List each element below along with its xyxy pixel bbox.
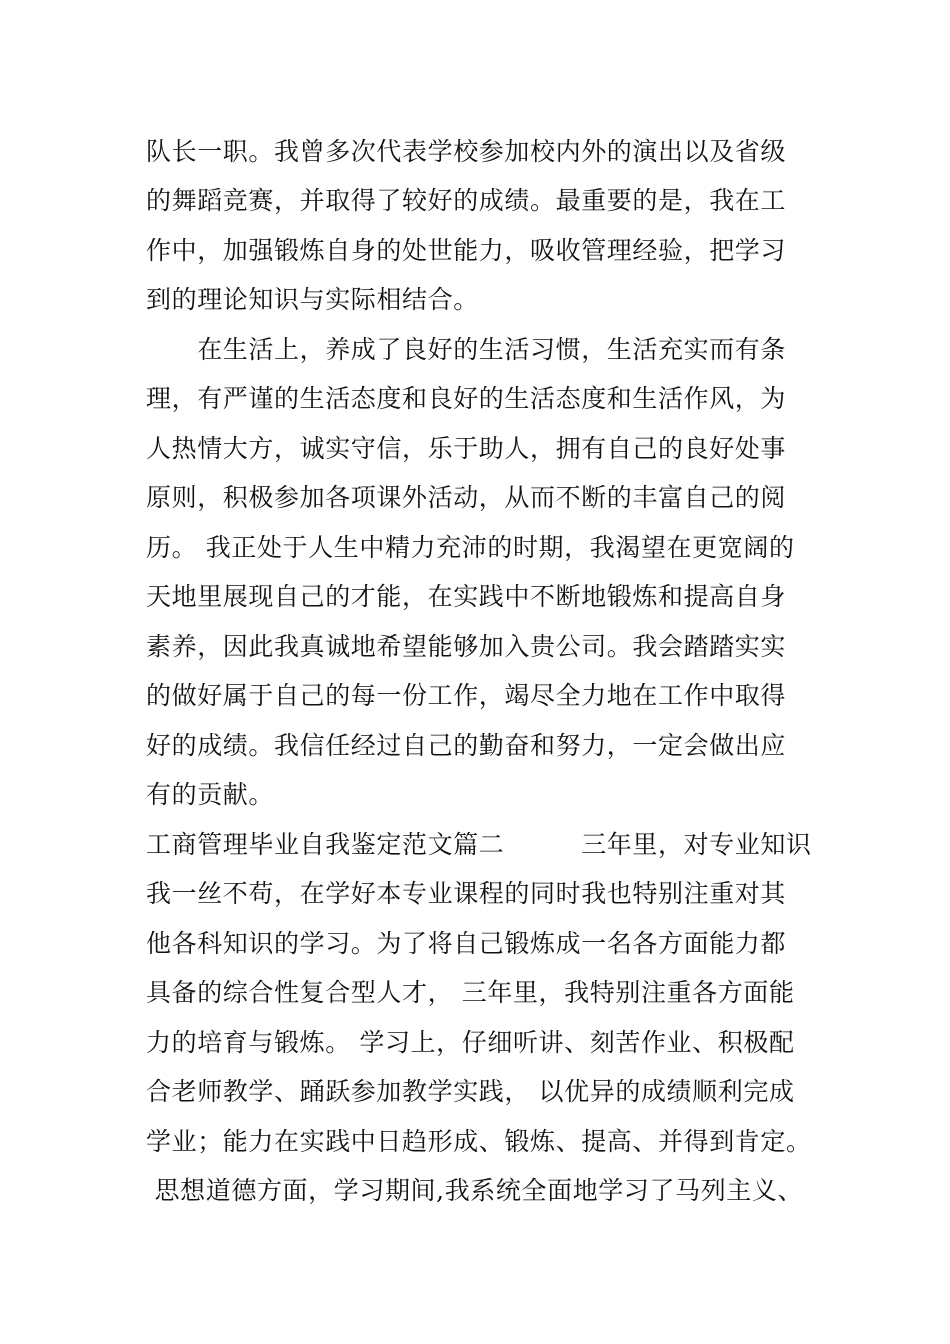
text-line: 素养，因此我真诚地希望能够加入贵公司。我会踏踏实实 [146, 632, 787, 661]
text-line: 原则，积极参加各项课外活动，从而不断的丰富自己的阅 [146, 483, 787, 512]
text-line: 作中，加强锻炼自身的处世能力，吸收管理经验，把学习 [146, 236, 787, 265]
text-line: 他各科知识的学习。为了将自己锻炼成一名各方面能力都 [146, 929, 787, 958]
text-line: 力的培育与锻炼。 学习上，仔细听讲、刻苦作业、积极配 [146, 1028, 795, 1057]
text-line: 队长一职。我曾多次代表学校参加校内外的演出以及省级 [146, 137, 787, 166]
text-line: 有的贡献。 [146, 780, 275, 809]
text-line: 的做好属于自己的每一份工作，竭尽全力地在工作中取得 [146, 681, 787, 710]
text-line: 人热情大方，诚实守信，乐于助人，拥有自己的良好处事 [146, 434, 787, 463]
text-line: 到的理论知识与实际相结合。 [146, 285, 479, 314]
text-line: 天地里展现自己的才能，在实践中不断地锻炼和提高自身 [146, 582, 787, 611]
text-line: 好的成绩。我信任经过自己的勤奋和努力，一定会做出应 [146, 731, 787, 760]
text-line: 的舞蹈竞赛，并取得了较好的成绩。最重要的是，我在工 [146, 186, 787, 215]
text-line: 合老师教学、踊跃参加教学实践， 以优异的成绩顺利完成 [146, 1077, 795, 1106]
text-line: 具备的综合性复合型人才， 三年里，我特别注重各方面能 [146, 978, 795, 1007]
text-line: 学业；能力在实践中日趋形成、锻炼、提高、并得到肯定。 [146, 1127, 812, 1156]
text-line: 在生活上，养成了良好的生活习惯，生活充实而有条 [146, 335, 787, 364]
text-line: 工商管理毕业自我鉴定范文篇二 三年里，对专业知识 [146, 830, 812, 859]
text-line: 思想道德方面，学习期间,我系统全面地学习了马列主义、 [146, 1176, 804, 1205]
text-line: 理，有严谨的生活态度和良好的生活态度和生活作风，为 [146, 384, 787, 413]
text-line: 历。 我正处于人生中精力充沛的时期，我渴望在更宽阔的 [146, 533, 795, 562]
text-line: 我一丝不苟，在学好本专业课程的同时我也特别注重对其 [146, 879, 787, 908]
